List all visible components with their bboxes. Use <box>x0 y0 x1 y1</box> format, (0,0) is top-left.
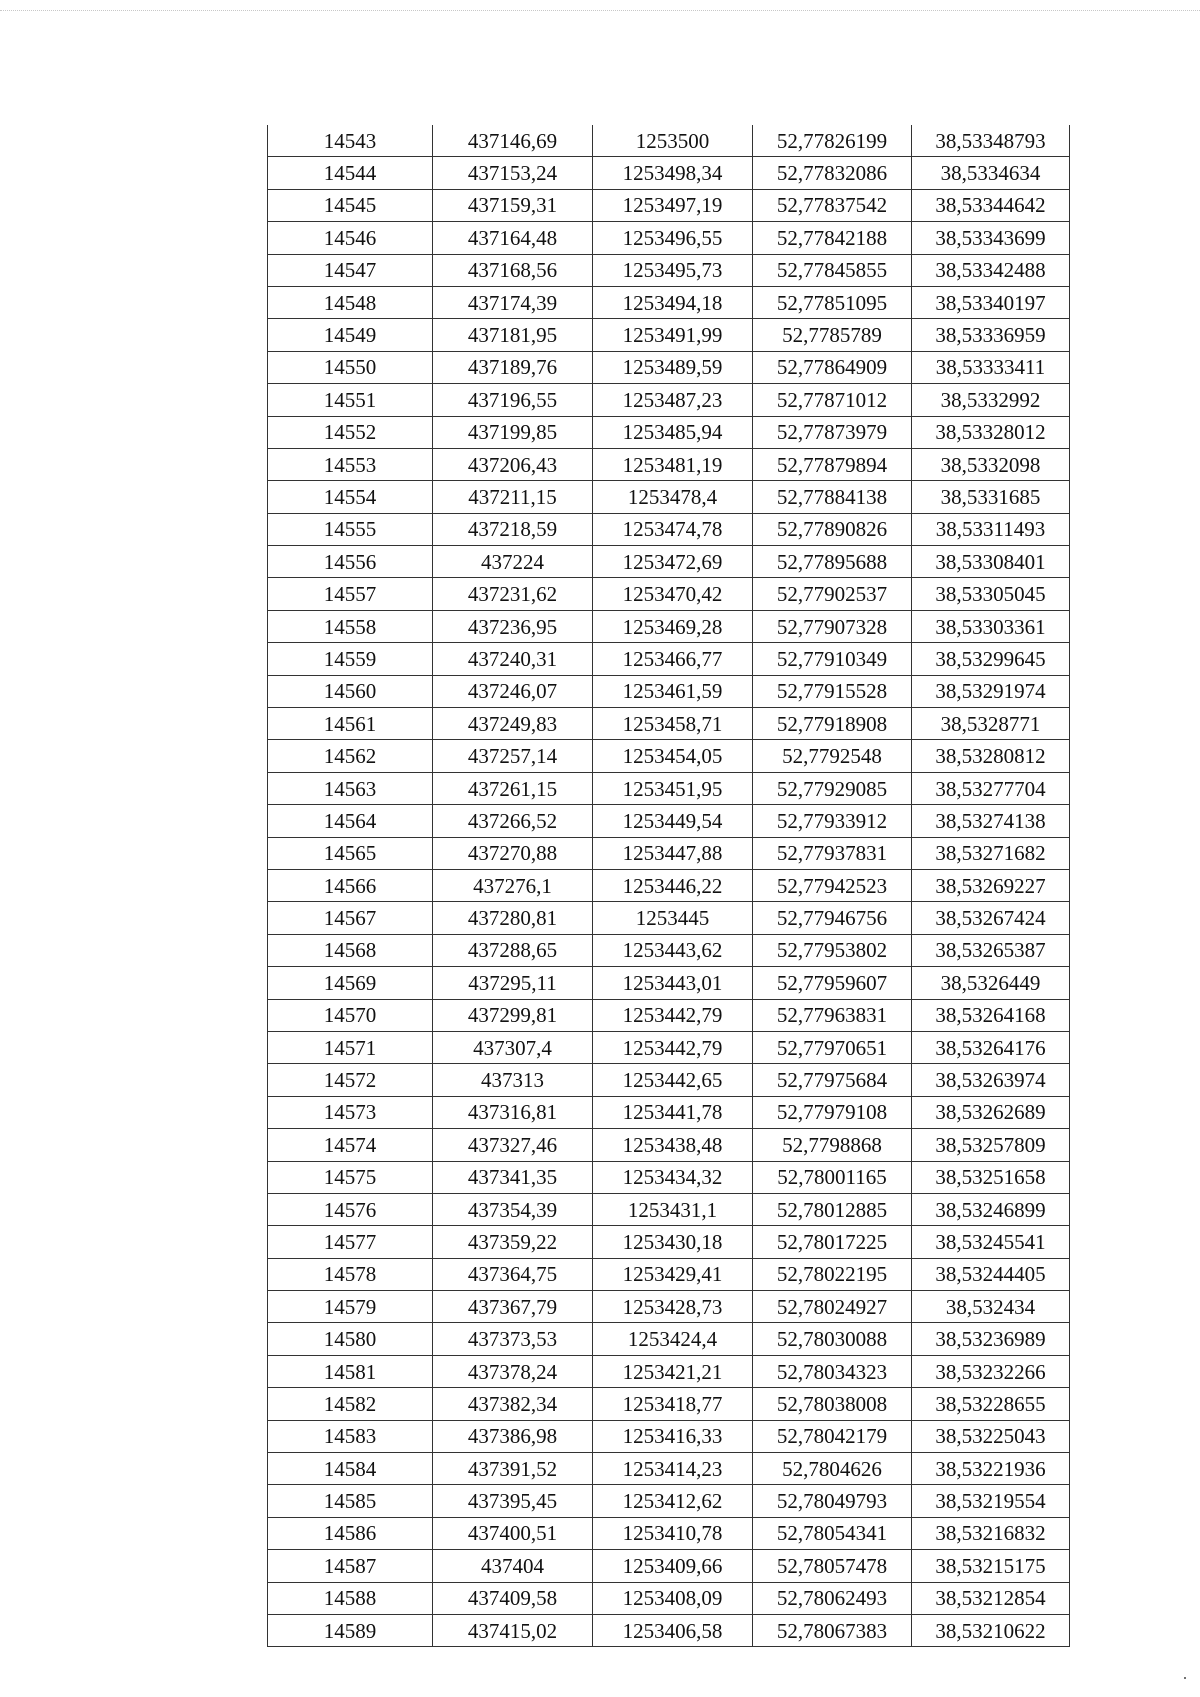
table-row <box>268 254 1070 286</box>
longitude-cell: 38,53305045 <box>912 578 1070 610</box>
table-row <box>268 286 1070 318</box>
y-coordinate-cell: 1253442,79 <box>593 1031 753 1063</box>
point-number-cell: 14588 <box>268 1582 433 1614</box>
longitude-cell: 38,53232266 <box>912 1355 1070 1387</box>
y-coordinate-cell: 1253449,54 <box>593 805 753 837</box>
coordinate-sheet <box>267 125 1070 1647</box>
latitude-cell: 52,77942523 <box>753 869 912 901</box>
longitude-cell: 38,53262689 <box>912 1096 1070 1128</box>
longitude-cell: 38,5331685 <box>912 481 1070 513</box>
y-coordinate-cell: 1253442,65 <box>593 1064 753 1096</box>
latitude-cell: 52,78038008 <box>753 1388 912 1420</box>
x-coordinate-cell: 437364,75 <box>433 1258 593 1290</box>
longitude-cell: 38,53263974 <box>912 1064 1070 1096</box>
longitude-cell: 38,5332098 <box>912 448 1070 480</box>
longitude-cell: 38,5328771 <box>912 708 1070 740</box>
x-coordinate-cell: 437354,39 <box>433 1193 593 1225</box>
x-coordinate-cell: 437246,07 <box>433 675 593 707</box>
longitude-cell: 38,53280812 <box>912 740 1070 772</box>
x-coordinate-cell: 437266,52 <box>433 805 593 837</box>
longitude-cell: 38,53277704 <box>912 772 1070 804</box>
point-number-cell: 14553 <box>268 448 433 480</box>
latitude-cell: 52,77915528 <box>753 675 912 707</box>
latitude-cell: 52,77953802 <box>753 934 912 966</box>
point-number-cell: 14567 <box>268 902 433 934</box>
y-coordinate-cell: 1253409,66 <box>593 1550 753 1582</box>
table-row <box>268 1258 1070 1290</box>
x-coordinate-cell: 437415,02 <box>433 1614 593 1646</box>
table-row <box>268 448 1070 480</box>
latitude-cell: 52,77963831 <box>753 999 912 1031</box>
longitude-cell: 38,53216832 <box>912 1517 1070 1549</box>
y-coordinate-cell: 1253446,22 <box>593 869 753 901</box>
point-number-cell: 14572 <box>268 1064 433 1096</box>
point-number-cell: 14562 <box>268 740 433 772</box>
point-number-cell: 14547 <box>268 254 433 286</box>
longitude-cell: 38,53265387 <box>912 934 1070 966</box>
point-number-cell: 14568 <box>268 934 433 966</box>
latitude-cell: 52,77975684 <box>753 1064 912 1096</box>
x-coordinate-cell: 437295,11 <box>433 967 593 999</box>
y-coordinate-cell: 1253461,59 <box>593 675 753 707</box>
table-row <box>268 869 1070 901</box>
latitude-cell: 52,77933912 <box>753 805 912 837</box>
x-coordinate-cell: 437373,53 <box>433 1323 593 1355</box>
latitude-cell: 52,77851095 <box>753 286 912 318</box>
latitude-cell: 52,77937831 <box>753 837 912 869</box>
table-row <box>268 1129 1070 1161</box>
latitude-cell: 52,77842188 <box>753 222 912 254</box>
latitude-cell: 52,78062493 <box>753 1582 912 1614</box>
y-coordinate-cell: 1253441,78 <box>593 1096 753 1128</box>
latitude-cell: 52,77907328 <box>753 610 912 642</box>
x-coordinate-cell: 437280,81 <box>433 902 593 934</box>
x-coordinate-cell: 437359,22 <box>433 1226 593 1258</box>
x-coordinate-cell: 437206,43 <box>433 448 593 480</box>
x-coordinate-cell: 437218,59 <box>433 513 593 545</box>
latitude-cell: 52,78067383 <box>753 1614 912 1646</box>
x-coordinate-cell: 437270,88 <box>433 837 593 869</box>
point-number-cell: 14551 <box>268 384 433 416</box>
latitude-cell: 52,77946756 <box>753 902 912 934</box>
y-coordinate-cell: 1253494,18 <box>593 286 753 318</box>
table-row <box>268 1420 1070 1452</box>
x-coordinate-cell: 437299,81 <box>433 999 593 1031</box>
table-row <box>268 967 1070 999</box>
x-coordinate-cell: 437181,95 <box>433 319 593 351</box>
longitude-cell: 38,53269227 <box>912 869 1070 901</box>
point-number-cell: 14584 <box>268 1453 433 1485</box>
point-number-cell: 14557 <box>268 578 433 610</box>
x-coordinate-cell: 437313 <box>433 1064 593 1096</box>
x-coordinate-cell: 437146,69 <box>433 125 593 157</box>
latitude-cell: 52,77884138 <box>753 481 912 513</box>
x-coordinate-cell: 437249,83 <box>433 708 593 740</box>
y-coordinate-cell: 1253487,23 <box>593 384 753 416</box>
table-row <box>268 1096 1070 1128</box>
y-coordinate-cell: 1253443,01 <box>593 967 753 999</box>
point-number-cell: 14569 <box>268 967 433 999</box>
longitude-cell: 38,53311493 <box>912 513 1070 545</box>
y-coordinate-cell: 1253491,99 <box>593 319 753 351</box>
latitude-cell: 52,77970651 <box>753 1031 912 1063</box>
x-coordinate-cell: 437240,31 <box>433 643 593 675</box>
longitude-cell: 38,53246899 <box>912 1193 1070 1225</box>
longitude-cell: 38,53267424 <box>912 902 1070 934</box>
y-coordinate-cell: 1253414,23 <box>593 1453 753 1485</box>
longitude-cell: 38,53328012 <box>912 416 1070 448</box>
longitude-cell: 38,53348793 <box>912 125 1070 157</box>
table-row <box>268 837 1070 869</box>
latitude-cell: 52,77979108 <box>753 1096 912 1128</box>
latitude-cell: 52,77895688 <box>753 546 912 578</box>
latitude-cell: 52,78030088 <box>753 1323 912 1355</box>
longitude-cell: 38,53340197 <box>912 286 1070 318</box>
table-row <box>268 902 1070 934</box>
y-coordinate-cell: 1253474,78 <box>593 513 753 545</box>
y-coordinate-cell: 1253431,1 <box>593 1193 753 1225</box>
latitude-cell: 52,77826199 <box>753 125 912 157</box>
point-number-cell: 14560 <box>268 675 433 707</box>
longitude-cell: 38,5326449 <box>912 967 1070 999</box>
longitude-cell: 38,53225043 <box>912 1420 1070 1452</box>
point-number-cell: 14552 <box>268 416 433 448</box>
coordinates-table <box>267 125 1070 1647</box>
x-coordinate-cell: 437231,62 <box>433 578 593 610</box>
latitude-cell: 52,77864909 <box>753 351 912 383</box>
table-row <box>268 222 1070 254</box>
longitude-cell: 38,53291974 <box>912 675 1070 707</box>
y-coordinate-cell: 1253495,73 <box>593 254 753 286</box>
table-row <box>268 1517 1070 1549</box>
x-coordinate-cell: 437189,76 <box>433 351 593 383</box>
y-coordinate-cell: 1253489,59 <box>593 351 753 383</box>
table-row <box>268 934 1070 966</box>
x-coordinate-cell: 437316,81 <box>433 1096 593 1128</box>
y-coordinate-cell: 1253485,94 <box>593 416 753 448</box>
longitude-cell: 38,53215175 <box>912 1550 1070 1582</box>
latitude-cell: 52,7798868 <box>753 1129 912 1161</box>
x-coordinate-cell: 437409,58 <box>433 1582 593 1614</box>
y-coordinate-cell: 1253472,69 <box>593 546 753 578</box>
y-coordinate-cell: 1253428,73 <box>593 1291 753 1323</box>
y-coordinate-cell: 1253469,28 <box>593 610 753 642</box>
point-number-cell: 14544 <box>268 157 433 189</box>
y-coordinate-cell: 1253478,4 <box>593 481 753 513</box>
table-row <box>268 157 1070 189</box>
y-coordinate-cell: 1253438,48 <box>593 1129 753 1161</box>
longitude-cell: 38,53245541 <box>912 1226 1070 1258</box>
latitude-cell: 52,7804626 <box>753 1453 912 1485</box>
longitude-cell: 38,53236989 <box>912 1323 1070 1355</box>
point-number-cell: 14579 <box>268 1291 433 1323</box>
y-coordinate-cell: 1253500 <box>593 125 753 157</box>
point-number-cell: 14554 <box>268 481 433 513</box>
x-coordinate-cell: 437199,85 <box>433 416 593 448</box>
point-number-cell: 14556 <box>268 546 433 578</box>
x-coordinate-cell: 437404 <box>433 1550 593 1582</box>
y-coordinate-cell: 1253496,55 <box>593 222 753 254</box>
point-number-cell: 14566 <box>268 869 433 901</box>
table-row <box>268 384 1070 416</box>
x-coordinate-cell: 437276,1 <box>433 869 593 901</box>
table-row <box>268 1355 1070 1387</box>
point-number-cell: 14555 <box>268 513 433 545</box>
y-coordinate-cell: 1253418,77 <box>593 1388 753 1420</box>
y-coordinate-cell: 1253498,34 <box>593 157 753 189</box>
latitude-cell: 52,77910349 <box>753 643 912 675</box>
table-row <box>268 805 1070 837</box>
latitude-cell: 52,77929085 <box>753 772 912 804</box>
x-coordinate-cell: 437159,31 <box>433 189 593 221</box>
table-row <box>268 1614 1070 1646</box>
point-number-cell: 14583 <box>268 1420 433 1452</box>
longitude-cell: 38,53343699 <box>912 222 1070 254</box>
table-row <box>268 1031 1070 1063</box>
table-row <box>268 643 1070 675</box>
scan-edge-line <box>0 10 1200 11</box>
y-coordinate-cell: 1253434,32 <box>593 1161 753 1193</box>
table-row <box>268 1453 1070 1485</box>
table-row <box>268 740 1070 772</box>
point-number-cell: 14564 <box>268 805 433 837</box>
latitude-cell: 52,77918908 <box>753 708 912 740</box>
y-coordinate-cell: 1253416,33 <box>593 1420 753 1452</box>
point-number-cell: 14549 <box>268 319 433 351</box>
y-coordinate-cell: 1253406,58 <box>593 1614 753 1646</box>
y-coordinate-cell: 1253451,95 <box>593 772 753 804</box>
x-coordinate-cell: 437153,24 <box>433 157 593 189</box>
point-number-cell: 14581 <box>268 1355 433 1387</box>
table-row <box>268 772 1070 804</box>
longitude-cell: 38,53303361 <box>912 610 1070 642</box>
x-coordinate-cell: 437164,48 <box>433 222 593 254</box>
point-number-cell: 14575 <box>268 1161 433 1193</box>
x-coordinate-cell: 437327,46 <box>433 1129 593 1161</box>
point-number-cell: 14571 <box>268 1031 433 1063</box>
table-row <box>268 1226 1070 1258</box>
point-number-cell: 14548 <box>268 286 433 318</box>
table-row <box>268 578 1070 610</box>
x-coordinate-cell: 437341,35 <box>433 1161 593 1193</box>
latitude-cell: 52,77879894 <box>753 448 912 480</box>
scan-speck <box>1184 1677 1186 1679</box>
table-row <box>268 546 1070 578</box>
latitude-cell: 52,77871012 <box>753 384 912 416</box>
longitude-cell: 38,53299645 <box>912 643 1070 675</box>
latitude-cell: 52,7785789 <box>753 319 912 351</box>
table-row <box>268 708 1070 740</box>
longitude-cell: 38,53274138 <box>912 805 1070 837</box>
x-coordinate-cell: 437168,56 <box>433 254 593 286</box>
table-row <box>268 513 1070 545</box>
table-row <box>268 125 1070 157</box>
latitude-cell: 52,78024927 <box>753 1291 912 1323</box>
point-number-cell: 14545 <box>268 189 433 221</box>
longitude-cell: 38,53342488 <box>912 254 1070 286</box>
y-coordinate-cell: 1253429,41 <box>593 1258 753 1290</box>
table-row <box>268 1064 1070 1096</box>
point-number-cell: 14550 <box>268 351 433 383</box>
point-number-cell: 14563 <box>268 772 433 804</box>
y-coordinate-cell: 1253445 <box>593 902 753 934</box>
point-number-cell: 14565 <box>268 837 433 869</box>
y-coordinate-cell: 1253442,79 <box>593 999 753 1031</box>
x-coordinate-cell: 437196,55 <box>433 384 593 416</box>
longitude-cell: 38,53221936 <box>912 1453 1070 1485</box>
latitude-cell: 52,78049793 <box>753 1485 912 1517</box>
point-number-cell: 14546 <box>268 222 433 254</box>
point-number-cell: 14543 <box>268 125 433 157</box>
x-coordinate-cell: 437236,95 <box>433 610 593 642</box>
longitude-cell: 38,53264176 <box>912 1031 1070 1063</box>
latitude-cell: 52,78022195 <box>753 1258 912 1290</box>
table-row <box>268 351 1070 383</box>
longitude-cell: 38,53308401 <box>912 546 1070 578</box>
longitude-cell: 38,53333411 <box>912 351 1070 383</box>
x-coordinate-cell: 437174,39 <box>433 286 593 318</box>
longitude-cell: 38,53344642 <box>912 189 1070 221</box>
point-number-cell: 14574 <box>268 1129 433 1161</box>
latitude-cell: 52,78001165 <box>753 1161 912 1193</box>
point-number-cell: 14558 <box>268 610 433 642</box>
table-row <box>268 319 1070 351</box>
y-coordinate-cell: 1253412,62 <box>593 1485 753 1517</box>
table-row <box>268 1161 1070 1193</box>
y-coordinate-cell: 1253497,19 <box>593 189 753 221</box>
coordinates-table-body <box>268 125 1070 1647</box>
latitude-cell: 52,77890826 <box>753 513 912 545</box>
latitude-cell: 52,78012885 <box>753 1193 912 1225</box>
y-coordinate-cell: 1253424,4 <box>593 1323 753 1355</box>
longitude-cell: 38,53210622 <box>912 1614 1070 1646</box>
table-row <box>268 675 1070 707</box>
latitude-cell: 52,7792548 <box>753 740 912 772</box>
latitude-cell: 52,78017225 <box>753 1226 912 1258</box>
latitude-cell: 52,78057478 <box>753 1550 912 1582</box>
point-number-cell: 14559 <box>268 643 433 675</box>
longitude-cell: 38,53271682 <box>912 837 1070 869</box>
longitude-cell: 38,53251658 <box>912 1161 1070 1193</box>
x-coordinate-cell: 437395,45 <box>433 1485 593 1517</box>
table-row <box>268 1193 1070 1225</box>
table-row <box>268 610 1070 642</box>
point-number-cell: 14561 <box>268 708 433 740</box>
latitude-cell: 52,78054341 <box>753 1517 912 1549</box>
point-number-cell: 14586 <box>268 1517 433 1549</box>
point-number-cell: 14580 <box>268 1323 433 1355</box>
point-number-cell: 14570 <box>268 999 433 1031</box>
latitude-cell: 52,77959607 <box>753 967 912 999</box>
x-coordinate-cell: 437307,4 <box>433 1031 593 1063</box>
y-coordinate-cell: 1253410,78 <box>593 1517 753 1549</box>
longitude-cell: 38,53228655 <box>912 1388 1070 1420</box>
latitude-cell: 52,78034323 <box>753 1355 912 1387</box>
x-coordinate-cell: 437261,15 <box>433 772 593 804</box>
latitude-cell: 52,77902537 <box>753 578 912 610</box>
table-row <box>268 416 1070 448</box>
latitude-cell: 52,77832086 <box>753 157 912 189</box>
longitude-cell: 38,53244405 <box>912 1258 1070 1290</box>
x-coordinate-cell: 437224 <box>433 546 593 578</box>
y-coordinate-cell: 1253481,19 <box>593 448 753 480</box>
x-coordinate-cell: 437367,79 <box>433 1291 593 1323</box>
longitude-cell: 38,53336959 <box>912 319 1070 351</box>
y-coordinate-cell: 1253466,77 <box>593 643 753 675</box>
x-coordinate-cell: 437386,98 <box>433 1420 593 1452</box>
latitude-cell: 52,77845855 <box>753 254 912 286</box>
point-number-cell: 14577 <box>268 1226 433 1258</box>
y-coordinate-cell: 1253443,62 <box>593 934 753 966</box>
point-number-cell: 14582 <box>268 1388 433 1420</box>
point-number-cell: 14585 <box>268 1485 433 1517</box>
table-row <box>268 1291 1070 1323</box>
point-number-cell: 14573 <box>268 1096 433 1128</box>
table-row <box>268 189 1070 221</box>
x-coordinate-cell: 437378,24 <box>433 1355 593 1387</box>
table-row <box>268 999 1070 1031</box>
longitude-cell: 38,5332992 <box>912 384 1070 416</box>
longitude-cell: 38,532434 <box>912 1291 1070 1323</box>
longitude-cell: 38,53219554 <box>912 1485 1070 1517</box>
longitude-cell: 38,53257809 <box>912 1129 1070 1161</box>
y-coordinate-cell: 1253408,09 <box>593 1582 753 1614</box>
y-coordinate-cell: 1253454,05 <box>593 740 753 772</box>
longitude-cell: 38,53212854 <box>912 1582 1070 1614</box>
latitude-cell: 52,78042179 <box>753 1420 912 1452</box>
point-number-cell: 14576 <box>268 1193 433 1225</box>
table-row <box>268 1582 1070 1614</box>
x-coordinate-cell: 437391,52 <box>433 1453 593 1485</box>
x-coordinate-cell: 437382,34 <box>433 1388 593 1420</box>
y-coordinate-cell: 1253421,21 <box>593 1355 753 1387</box>
table-row <box>268 481 1070 513</box>
longitude-cell: 38,53264168 <box>912 999 1070 1031</box>
table-row <box>268 1323 1070 1355</box>
point-number-cell: 14578 <box>268 1258 433 1290</box>
point-number-cell: 14589 <box>268 1614 433 1646</box>
table-row <box>268 1485 1070 1517</box>
table-row <box>268 1388 1070 1420</box>
y-coordinate-cell: 1253430,18 <box>593 1226 753 1258</box>
latitude-cell: 52,77873979 <box>753 416 912 448</box>
x-coordinate-cell: 437257,14 <box>433 740 593 772</box>
table-row <box>268 1550 1070 1582</box>
x-coordinate-cell: 437400,51 <box>433 1517 593 1549</box>
latitude-cell: 52,77837542 <box>753 189 912 221</box>
y-coordinate-cell: 1253470,42 <box>593 578 753 610</box>
y-coordinate-cell: 1253458,71 <box>593 708 753 740</box>
longitude-cell: 38,5334634 <box>912 157 1070 189</box>
x-coordinate-cell: 437288,65 <box>433 934 593 966</box>
x-coordinate-cell: 437211,15 <box>433 481 593 513</box>
point-number-cell: 14587 <box>268 1550 433 1582</box>
y-coordinate-cell: 1253447,88 <box>593 837 753 869</box>
